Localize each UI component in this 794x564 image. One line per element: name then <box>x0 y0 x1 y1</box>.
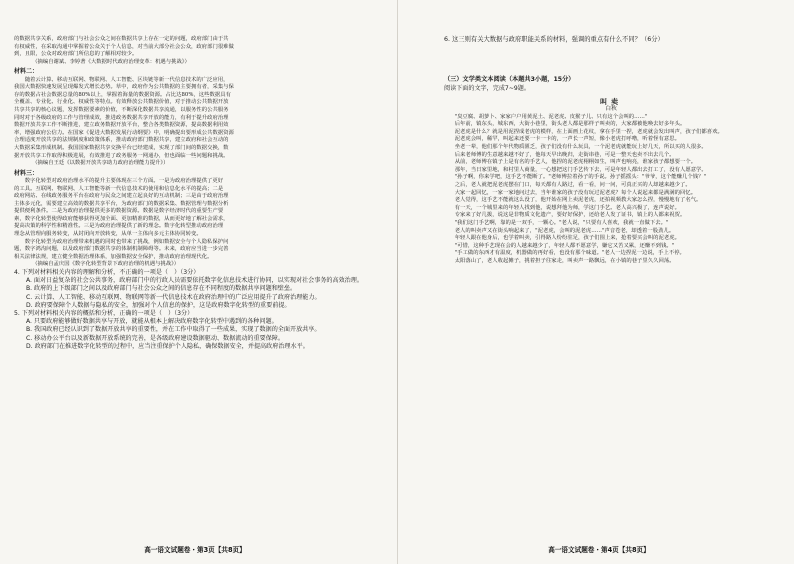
question-5-option-b: B. 我国政府已经认识到了数据开放共享的重要性，并在工作中取得了一些成果，实现了数据的全面开放共享。 <box>26 326 321 334</box>
story-paragraph: "孙子啊，你来学吧，这手艺不能断了。"老师傅拉着孙子的手说。孙子摇摇头："爷爷，这个能赚几个钱？" <box>454 174 706 181</box>
story-paragraph: 太阳落山了，老人收起摊子，挑着担子往家走，叫卖声一路飘远，在小镇的巷子里久久回荡。 <box>454 257 675 264</box>
material-3-line: 题，数字鸿沟问题，以及政府部门数据共享的体制机制障碍等。未来，政府应当进一步完善 <box>14 246 229 253</box>
story-paragraph: 年轻人跟在他身后，也学着叫卖，引得路人纷纷驻足，孩子们围上来，抢着要买会叫的泥老虎。 <box>454 235 680 242</box>
material-2-line: 存的数据占社会数据总量的80%以上，掌握着海量的数据资源。占比达80%，这些数据具有 <box>14 91 231 98</box>
material-3-line: 主体多元化，需要建立高效的数据共享平台，为政府部门的数据采集、数据管理与数据分析 <box>14 200 229 207</box>
intro-line: 的数据共享关系，政府部门与社会公众之间在数据共享上存在一定的问题，政府部门由于共 <box>14 36 229 42</box>
story-paragraph: "我们这门手艺啊，靠的是一双手，一颗心。"老人说，"只要有人喜欢，我就一直做下去。" <box>454 219 669 226</box>
story-paragraph: "臭豆腐、胡萝卜、家家户户用黄泥土、泥老虎、皮猴子儿、只有这个会叫的……" <box>454 113 648 120</box>
material-3-line: 相关法律法规，建立健全数据治理体系，加强数据安全保护，推动政府治理现代化。 <box>14 253 213 260</box>
question-5: 5. 下列对材料相关内容的概括和分析，正确的一项是（ ）（3分） <box>14 310 194 318</box>
question-4-option-a: A. 面对日益复杂的社会公共事务，政府部门中的行政人员需要依托数字化信息技术进行协同，以实现对社会事务的高效治理。 <box>26 277 363 285</box>
question-6: 6. 这三则有关大数据与政府职能关系的材料，强调的重点有什么不同？（6分） <box>444 36 664 43</box>
material-3-line: 提供便利条件。二是为政府治理提供更多的数据资源。数据是数字经济时代的重要生产要 <box>14 208 224 215</box>
page-fold-divider <box>397 0 398 564</box>
section-instructions: 阅读下面的文字，完成7~9题。 <box>444 84 530 92</box>
material-2-line: 随着云计算、移动互联网、物联网、人工智能、区块链等新一代信息技术的广泛应用， <box>24 76 229 83</box>
answer-space <box>444 44 778 74</box>
material-3-source: （摘编自孟庆国《数字化转型背景下政府治理的机遇与挑战》） <box>32 261 180 268</box>
page-3-footer: 高一语文试题卷・第3页【共8页】 <box>144 546 246 554</box>
story-body <box>444 114 778 266</box>
material-2-text <box>14 77 378 161</box>
question-5-option-d: D. 政府部门在推进数字化转型的过程中，应当注重保护个人隐私，确保数据安全，并提高政府治理水平。 <box>26 342 309 350</box>
intro-source: （摘编自谢斌、李婷著《大数据时代政府治理变革：机遇与挑战》） <box>32 58 190 65</box>
story-paragraph: 泥老虎会叫，稀罕，叫起来还要一卡一卡的，一声长一声短，像小老虎打呼噜，听着怪有意思。 <box>454 136 680 143</box>
material-2-line: 数据开放共享工作不断推进，建立政务数据开放平台，整合各类数据资源，提高数据利用效 <box>14 122 229 129</box>
story-paragraph: 后来老师傅的生意越来越不好了，他每天早出晚归，走街串巷，可是一整天也卖不出去几个。 <box>454 151 675 158</box>
material-2-line: 我国大数据快速发展呈现爆发式增长态势。草中，政府作为公共数据的主要拥有者，采集与保 <box>14 84 234 91</box>
question-4-option-c: C. 云计算、人工智能、移动互联网、物联网等新一代信息技术在政府治理中的广泛应用提升了政府治理能力。 <box>26 293 321 301</box>
story-paragraph: 专家来了好几拨，说这是非物质文化遗产，要好好保护，还给老人发了证书，镇上的人都来祝贺。 <box>454 212 686 219</box>
section-heading: （三）文学类文本阅读（本题共3小题，15分） <box>444 76 575 84</box>
material-3-line: 政府网站、在线政务服务平台在政府与民众之间建立起良好的互动机制；三是由于政府治理 <box>14 193 229 200</box>
story-paragraph: "手工做的东西才有温度，机器做的再好看，也没有那个味道。"老人一边捏泥一边说，手上不停。 <box>454 250 685 257</box>
story-paragraph: 那年，当日家里地，和村里人商量，一心想把这门手艺传下去，可是年轻人都出去打工了，没有人愿意学。 <box>454 166 707 173</box>
material-2-line: 共享共享的核心议题，发挥数据要素的价值，不断深化数据共享流通，以服务性的公共服务 <box>14 106 229 113</box>
story-paragraph: 老人的叫卖声又在街头响起来了，"泥老虎，会叫的泥老虎……"声音苍老，却透着一股劲儿。 <box>454 227 675 234</box>
story-paragraph: 有一天，一个城里来的年轻人找到他，说想拜他为师，学这门手艺。老人高兴极了，连声说好。 <box>454 204 680 211</box>
intro-line: 有权威性，在采取沟通中掌握着公众关于个人信息，对当前大部分社会公众，政府部门很难做 <box>14 43 234 50</box>
page-4 <box>410 8 788 556</box>
question-4-option-d: D. 政府要保障个人数据与隐私的安全，加强对个人信息的保护，这是政府数字化转型的重要前提。 <box>26 301 291 309</box>
material-2-line: 据开放共享工作取得积极进展，有效推进了政务服务一网通办，但也面临一些问题和挑战。 <box>14 152 229 159</box>
material-2-line: 全覆盖、专业化、行业化、权威性等特点。有效释放公共数据价值，对于推动公共数据开放 <box>14 99 229 106</box>
material-3-line: 数字化转型对政府治理水平的提升主要体现在三个方面。一是为政府治理提供了更好 <box>24 177 224 184</box>
story-paragraph: 后年前，镇东头，城东西，大街小巷里，街头老人都是那样子叫卖的，大家都被他唤去好多年头。 <box>454 121 686 128</box>
story-author: 白秋 <box>605 106 617 113</box>
story-paragraph: 大家一起回忆，一家一家地问过去，当年谁家的孩子没有玩过泥老虎？每个人说起来都是满满的回忆。 <box>454 189 697 196</box>
story-paragraph: 之后，老人就把泥老虎摆在门口，每天都有人路过，看一看，问一问，可真正买的人却越来越少了。 <box>454 181 691 188</box>
story-paragraph: 泥老虎是什么？就是用泥捏成老虎的模样，在上面画上花纹，拿在手里一捏，老虎就会发出叫声，孩子们都喜欢。 <box>454 128 723 135</box>
intro-text <box>14 36 378 59</box>
material-2-source: （摘编自王廷《以数据开放共享助力政府治理能力提升》） <box>32 160 169 167</box>
question-5-option-c: C. 移动办公平台以及新数据开放系统的完善，是各级政府建设数据驱动、数据流动的重要保障。 <box>26 334 284 342</box>
material-3-line: 提高决策的科学性和精准性。三是为政府治理提供了新的理念。数字化转型推动政府治理 <box>14 223 224 230</box>
question-4: 4. 下列对材料相关内容的理解和分析，不正确的一项是（ ）（3分） <box>14 269 200 277</box>
page-4-footer: 高一语文试题卷・第4页【共8页】 <box>548 546 650 554</box>
material-2-line: 大数据采集形成机制。我国国家数据共享交换平台已经建成，实现了部门间的数据交换，数 <box>14 144 229 151</box>
page-3 <box>6 8 384 556</box>
material-2-label: 材料二： <box>14 68 39 76</box>
story-paragraph: 从前，老师傅在镇子上是有名的手艺人，他捏的泥老虎栩栩如生，叫声也响亮，谁家孩子都想要一个。 <box>454 159 697 166</box>
material-2-line: 合理适度开放共享的法规制度和政策体系，推动政府部门数据共享，建立政府和社会互动的 <box>14 137 229 144</box>
material-3-line: 理念从管理向服务转变，从封闭向开放转变，从单一主体向多元主体协同转变。 <box>14 231 202 238</box>
material-2-line: 率，增强政府公信力。在国家《促进大数据发展行动纲要》中，明确提出要形成公共数据资源 <box>14 129 234 136</box>
story-paragraph: 老人觉得，这手艺不能就这么没了，他开始在网上卖泥老虎，还拍视频教大家怎么捏，慢慢地有了名气。 <box>454 197 702 204</box>
material-3-label: 材料三： <box>14 169 39 177</box>
intro-line: 到，且限，公众对政府部门所信息的了解相对较少。 <box>14 51 138 58</box>
material-2-line: 同时对于各级政府的工作与管理成效，推进政务数据共享开放的能力，有利于提升政府治理 <box>14 114 229 121</box>
story-title: 叫卖 <box>600 97 622 107</box>
story-paragraph: 坐老一辈，他们那个年代物质匮乏，孩子们没有什么玩具，一个泥老虎就能玩上好几天，所以买的人很多。 <box>454 143 707 150</box>
material-3-text <box>14 178 378 262</box>
question-5-option-a: A. 只要政府能够做好数据共享与开放，就能从根本上解决政府数字化转型中遇到的各种问题。 <box>26 318 278 326</box>
material-3-line: 数字化转型为政府治理带来机遇的同时也带来了挑战，例如数据安全与个人隐私保护问 <box>24 238 229 245</box>
material-3-line: 素，数字化转型使得政府能够获得更加全面、更加精准的数据，从而更好地了解社会需求， <box>14 215 229 222</box>
question-4-option-b: B. 政府的上下级部门之间以及政府部门与社会公众之间的信息存在不同程度的数据共享问题和壁垒。 <box>26 285 297 293</box>
material-3-line: 的工具。互联网、物联网、人工智能等新一代信息技术的使用和信息化水平的提高；二是 <box>14 185 224 192</box>
story-paragraph: "可惜，这种手艺现在会的人越来越少了，年轻人都不愿意学，嫌它又苦又累，还赚不到钱。" <box>454 242 675 249</box>
